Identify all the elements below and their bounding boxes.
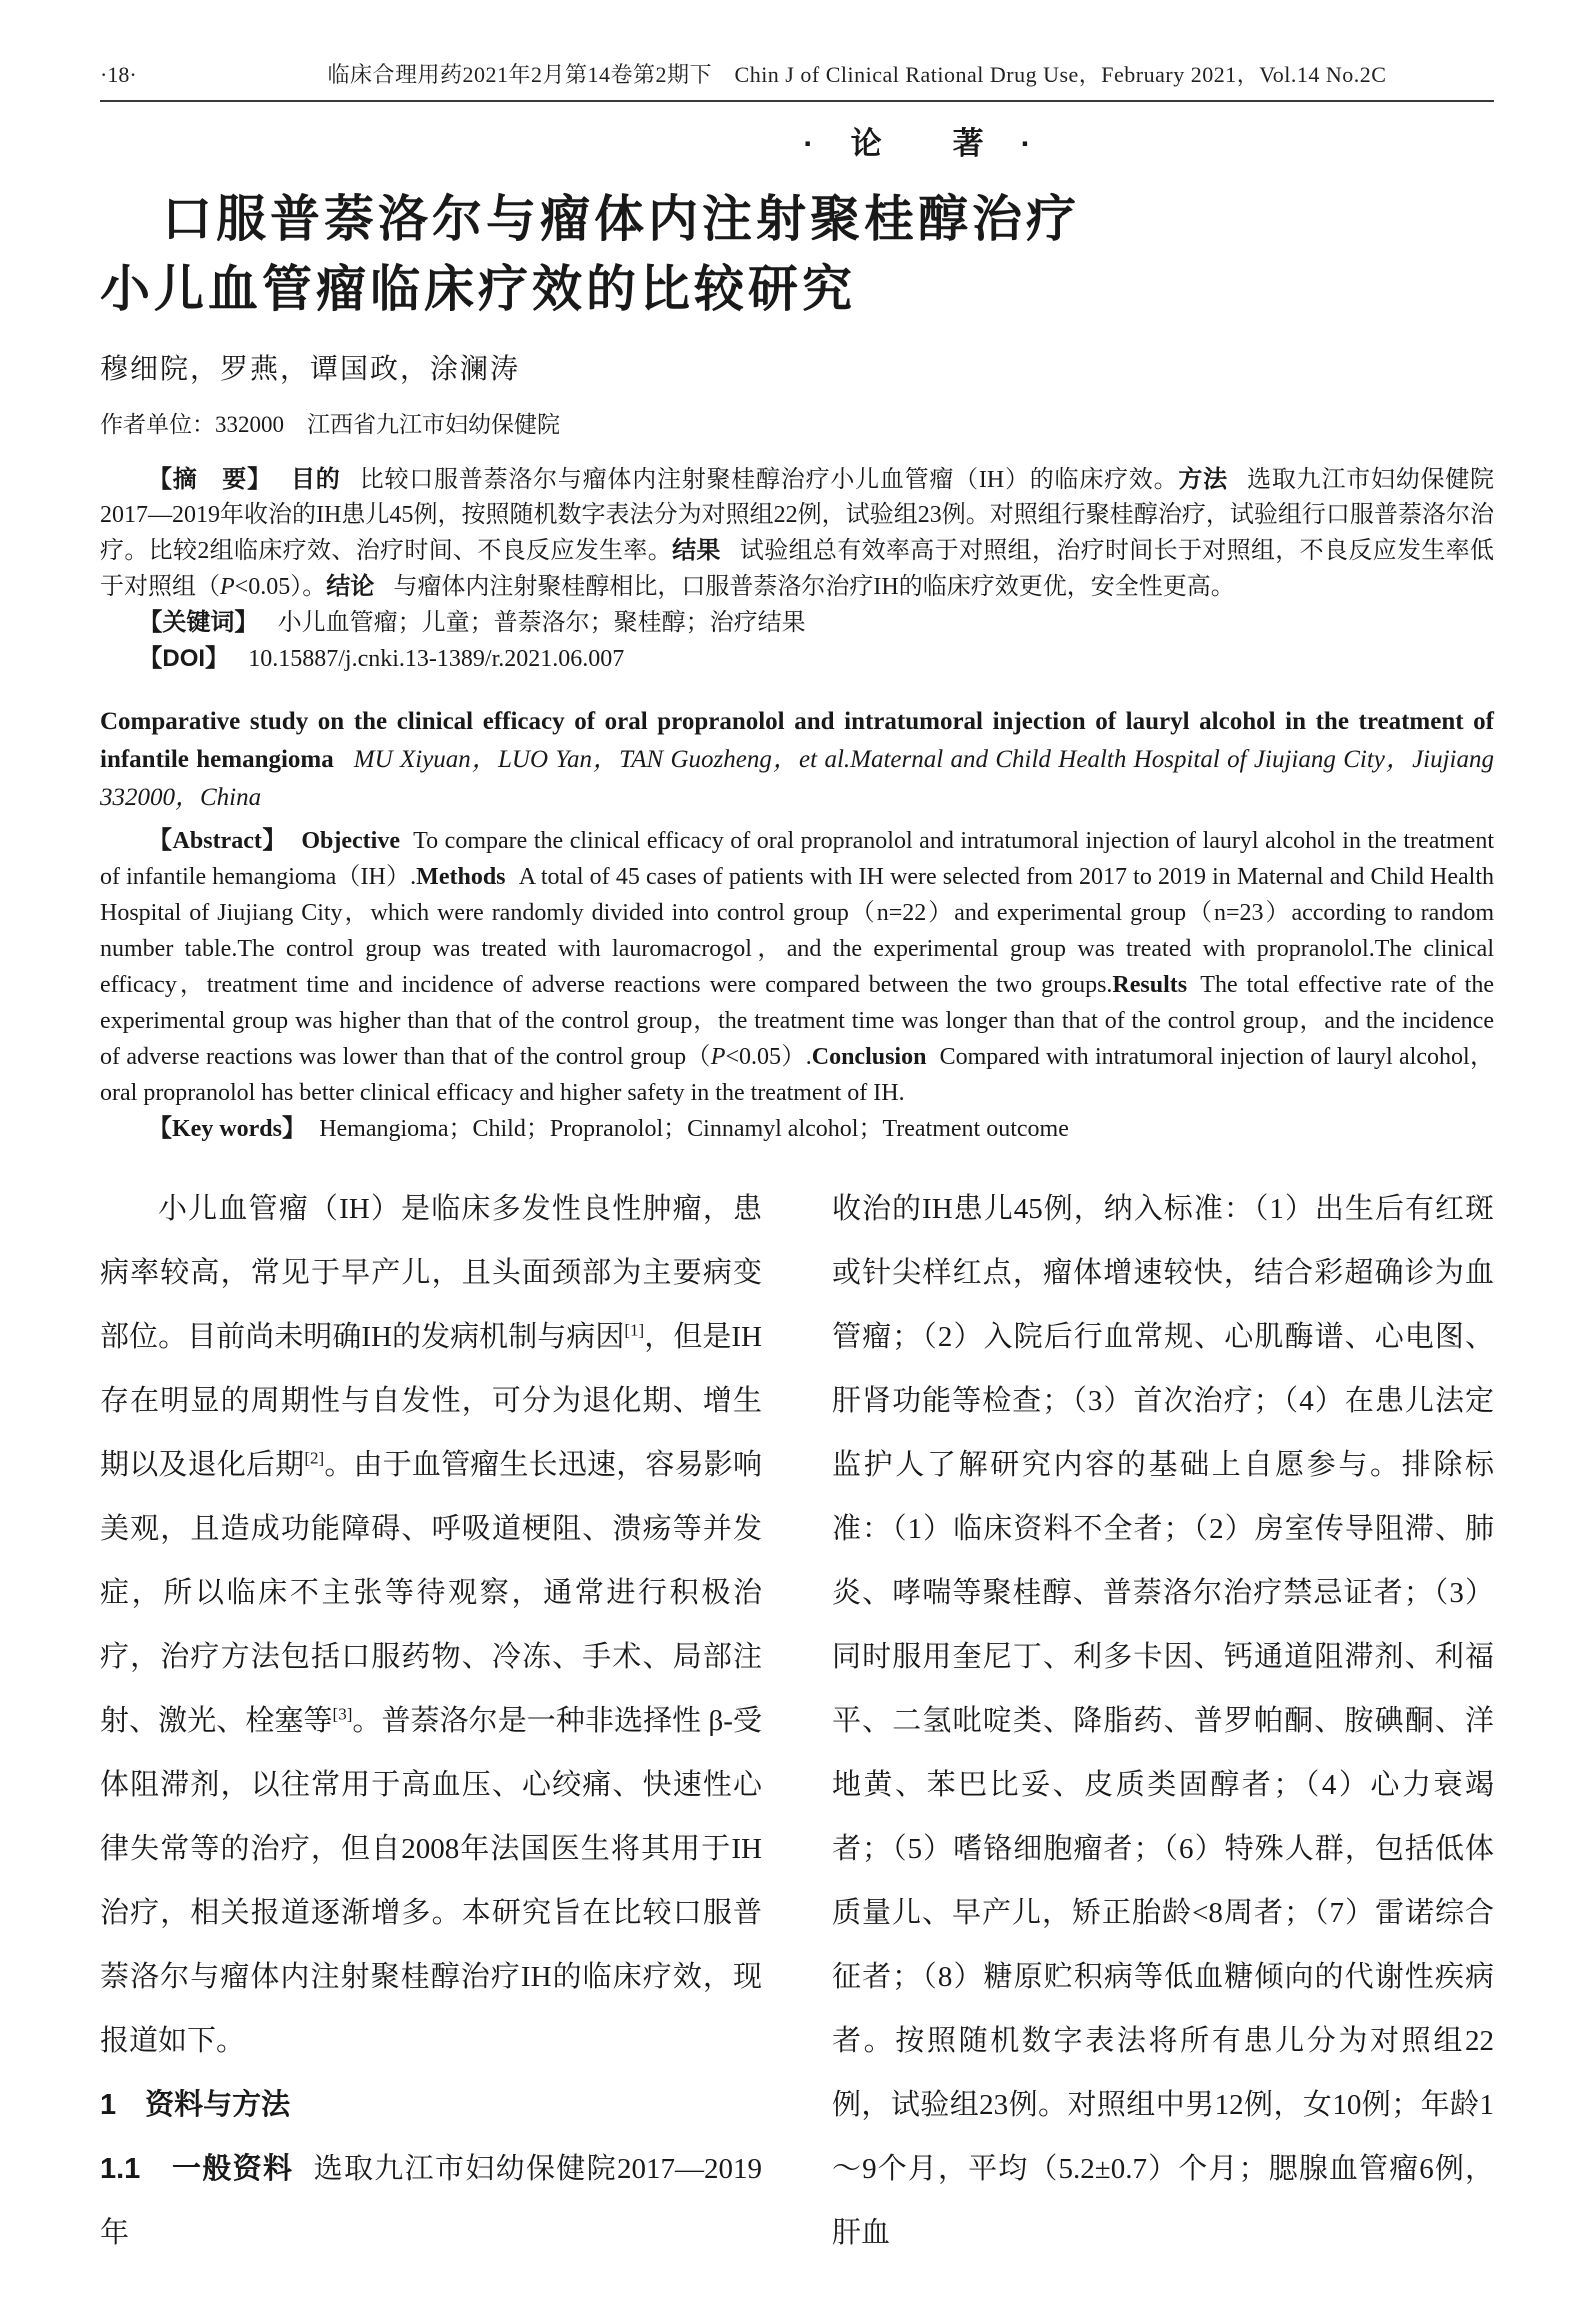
journal-info: 临床合理用药2021年2月第14卷第2期下 Chin J of Clinical Rational Drug Use，February 2021，Vol.14 No.2C bbox=[327, 62, 1387, 87]
en-objective-text: To compare the clinical efficacy of oral propranolol and intratumoral injection of lauryl alcohol in the treatment of infantile hemangioma（IH）. bbox=[100, 828, 1495, 890]
objective-label-cn: 目的 bbox=[291, 466, 341, 493]
results-label-cn: 结果 bbox=[672, 537, 721, 564]
body-columns bbox=[100, 1177, 1494, 2265]
en-title: Comparative study on the clinical efficacy of oral propranolol and intratumoral injection of lauryl alcohol in the treatment of infantile hemangioma bbox=[100, 708, 1494, 773]
en-conclusion-label: Conclusion bbox=[811, 1044, 927, 1070]
intro-text-2: ，但是IH存在明显的周期性与自发性，可分为退化期、增生期以及退化后期 bbox=[100, 1321, 762, 1481]
keywords-en-text: Hemangioma；Child；Propranolol；Cinnamyl alcohol；Treatment outcome bbox=[319, 1116, 1069, 1142]
en-results-text-a: The total effective rate of the experimental group was higher than that of the control group，the treatment time was longer than that of the control group，and the incidence of adverse reactions was lower than that of the control group（ bbox=[100, 972, 1495, 1070]
section-marker: · 论 著 · bbox=[803, 126, 1034, 161]
en-objective-label: Objective bbox=[301, 828, 400, 854]
subsection-1-1 bbox=[100, 2137, 762, 2265]
subsection-1-1-text: 选取九江市妇幼保健院2017—2019年 bbox=[100, 2153, 762, 2249]
abstract-cn bbox=[100, 462, 1494, 605]
results-text-cn-a: 试验组总有效率高于对照组，治疗时间长于对照组，不良反应发生率低于对照组（ bbox=[100, 538, 1494, 600]
en-results-text-b: <0.05）. bbox=[725, 1044, 812, 1070]
doi-label: 【DOI】 bbox=[138, 645, 230, 672]
section-1-heading: 1 资料与方法 bbox=[100, 2089, 291, 2121]
keywords-cn-label: 【关键词】 bbox=[138, 609, 259, 636]
conclusion-text-cn: 与瘤体内注射聚桂醇相比，口服普萘洛尔治疗IH的临床疗效更优，安全性更高。 bbox=[393, 574, 1235, 600]
conclusion-label-cn: 结论 bbox=[326, 573, 375, 600]
reference-2: [2] bbox=[304, 1448, 325, 1468]
intro-text-4: 。普萘洛尔是一种非选择性 β-受体阻滞剂，以往常用于高血压、心绞痛、快速性心律失常等的治疗，但自2008年法国医生将其用于IH治疗，相关报道逐渐增多。本研究旨在比较口服普萘洛尔与瘤体内注射聚桂醇治疗IH的临床疗效，现报道如下。 bbox=[100, 1705, 762, 2057]
continuation-paragraph: 收治的IH患儿45例，纳入标准：（1）出生后有红斑或针尖样红点，瘤体增速较快，结合彩超确诊为血管瘤；（2）入院后行血常规、心肌酶谱、心电图、肝肾功能等检查；（3）首次治疗；（4）在患儿法定监护人了解研究内容的基础上自愿参与。排除标准：（1）临床资料不全者；（2）房室传导阻滞、肺炎、哮喘等聚桂醇、普萘洛尔治疗禁忌证者；（3）同时服用奎尼丁、利多卡因、钙通道阻滞剂、利福平、二氢吡啶类、降脂药、普罗帕酮、胺碘酮、洋地黄、苯巴比妥、皮质类固醇者；（4）心力衰竭者；（5）嗜铬细胞瘤者；（6）特殊人群，包括低体质量儿、早产儿，矫正胎龄<8周者；（7）雷诺综合征者；（8）糖原贮积病等低血糖倾向的代谢性疾病者。按照随机数字表法将所有患儿分为对照组22例，试验组23例。对照组中男12例，女10例；年龄1～9个月，平均（5.2±0.7）个月；腮腺血管瘤6例，肝血 bbox=[832, 1193, 1494, 2249]
subsection-1-1-label: 1.1 一般资料 bbox=[100, 2153, 294, 2185]
en-results-label: Results bbox=[1112, 972, 1188, 998]
methods-text-cn: 选取九江市妇幼保健院2017—2019年收治的IH患儿45例，按照随机数字表法分为对照组22例，试验组23例。对照组行聚桂醇治疗，试验组行口服普萘洛尔治疗。比较2组临床疗效、治疗时间、不良反应发生率。 bbox=[100, 467, 1495, 564]
doi-line bbox=[100, 641, 1494, 677]
article-title-line1: 口服普萘洛尔与瘤体内注射聚桂醇治疗 bbox=[162, 191, 1080, 247]
keywords-en-label: 【Key words】 bbox=[148, 1116, 306, 1142]
article-title bbox=[100, 184, 1494, 324]
en-p-value-symbol: P bbox=[710, 1044, 726, 1070]
en-methods-label: Methods bbox=[416, 864, 506, 890]
page-header bbox=[100, 60, 1494, 102]
p-value-symbol-cn: P bbox=[220, 574, 235, 600]
keywords-cn bbox=[100, 605, 1494, 641]
doi-text: 10.15887/j.cnki.13-1389/r.2021.06.007 bbox=[248, 646, 625, 672]
abstract-en bbox=[100, 823, 1494, 1111]
affiliation-line: 作者单位：332000 江西省九江市妇幼保健院 bbox=[100, 412, 560, 437]
keywords-en bbox=[100, 1111, 1494, 1147]
intro-text-1: 小儿血管瘤（IH）是临床多发性良性肿瘤，患病率较高，常见于早产儿，且头面颈部为主要病变部位。目前尚未明确IH的发病机制与病因 bbox=[100, 1193, 762, 1353]
intro-text-3: 。由于血管瘤生长迅速，容易影响美观，且造成功能障碍、呼吸道梗阻、溃疡等并发症，所以临床不主张等待观察，通常进行积极治疗，治疗方法包括口服药物、冷冻、手术、局部注射、激光、栓塞等 bbox=[100, 1449, 762, 1737]
methods-label-cn: 方法 bbox=[1178, 466, 1228, 493]
authors-line: 穆细院，罗燕，谭国政，涂澜涛 bbox=[100, 354, 521, 385]
reference-3: [3] bbox=[332, 1704, 353, 1724]
objective-text-cn: 比较口服普萘洛尔与瘤体内注射聚桂醇治疗小儿血管瘤（IH）的临床疗效。 bbox=[359, 467, 1179, 493]
en-conclusion-text: Compared with intratumoral injection of lauryl alcohol，oral propranolol has better clinical efficacy and higher safety in the treatment of IH. bbox=[100, 1044, 1495, 1106]
article-title-line2: 小儿血管瘤临床疗效的比较研究 bbox=[100, 261, 856, 317]
en-methods-text: A total of 45 cases of patients with IH were selected from 2017 to 2019 in Maternal and Child Health Hospital of Jiujiang City，which were randomly divided into control group（n=22）and experimental group（n=23）according to random number table.The control group was treated with lauromacrogol，and the experimental group was treated with propranolol.The clinical efficacy，treatment time and incidence of adverse reactions were compared between the two groups. bbox=[100, 864, 1495, 998]
column-right bbox=[832, 1177, 1494, 2265]
intro-paragraph bbox=[100, 1177, 762, 2073]
keywords-cn-text: 小儿血管瘤；儿童；普萘洛尔；聚桂醇；治疗结果 bbox=[277, 610, 806, 636]
en-title-block bbox=[100, 703, 1494, 817]
reference-1: [1] bbox=[624, 1320, 645, 1340]
page-number: ·18· bbox=[100, 62, 137, 87]
column-left bbox=[100, 1177, 762, 2265]
abstract-cn-label: 【摘 要】 bbox=[148, 466, 272, 493]
en-abstract-label: 【Abstract】 bbox=[148, 828, 287, 854]
en-authors: MU Xiyuan，LUO Yan，TAN Guozheng，et al.Maternal and Child Health Hospital of Jiujiang City，Jiujiang 332000，China bbox=[100, 746, 1494, 811]
results-text-cn-b: <0.05）。 bbox=[234, 574, 327, 600]
